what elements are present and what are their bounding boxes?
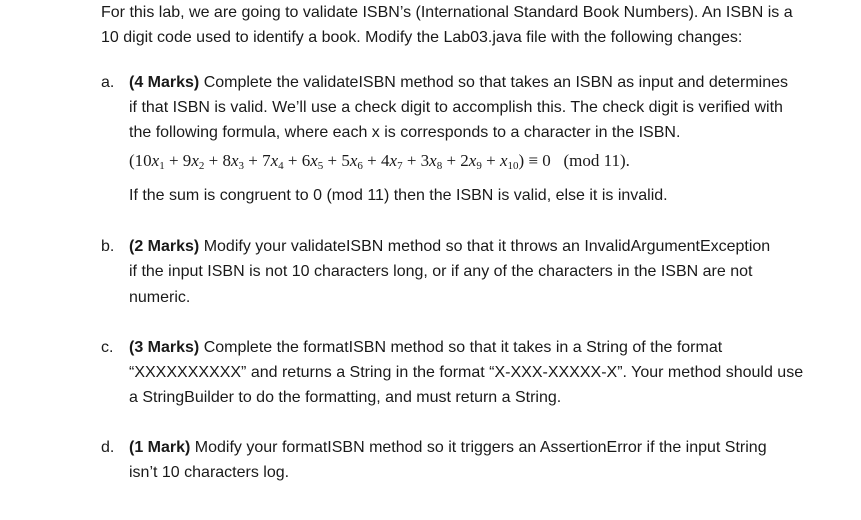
item-c-marks: (3 Marks) — [129, 339, 200, 356]
item-a-line-2: if that ISBN is valid. We’ll use a check digit to accomplish this. The check digit is verified with — [129, 99, 783, 116]
item-c-marker: c. — [101, 339, 114, 356]
item-a-marker: a. — [101, 74, 115, 91]
item-d-line-2: isn’t 10 characters log. — [129, 464, 290, 481]
item-d-marker: d. — [101, 439, 115, 456]
item-b-marks: (2 Marks) — [129, 238, 200, 255]
item-d-line-1 — [129, 438, 767, 458]
item-c-line-3: a StringBuilder to do the formatting, and must return a String. — [129, 389, 562, 406]
item-b-line-2: if the input ISBN is not 10 characters long, or if any of the characters in the ISBN are not — [129, 263, 753, 280]
item-a-text-1: Complete the validateISBN method so that takes an ISBN as input and determines — [199, 74, 789, 91]
intro-line-2: 10 digit code used to identify a book. Modify the Lab03.java file with the following changes: — [101, 29, 743, 46]
item-c-text-1: Complete the formatISBN method so that it takes in a String of the format — [199, 339, 723, 356]
item-a-line-3: the following formula, where each x is corresponds to a character in the ISBN. — [129, 124, 681, 141]
item-a-line-1 — [129, 73, 788, 93]
item-b-marker: b. — [101, 238, 115, 255]
item-c-line-1 — [129, 338, 722, 358]
item-b-line-3: numeric. — [129, 289, 191, 306]
item-b-text-1: Modify your validateISBN method so that it throws an InvalidArgumentException — [199, 238, 771, 255]
item-c-line-2: “XXXXXXXXXX” and returns a String in the format “X-XXX-XXXXX-X”. Your method should use — [129, 364, 804, 381]
item-b-line-1 — [129, 237, 770, 257]
check-digit-formula: $(10x_1 + 9x_2 + 8x_3 + 7x_4 + 6x_5 + 5x_6 + 4x_7 + 3x_8 + 2x_9 + x_{10}) \equiv 0$ (mod 11). — [129, 151, 630, 172]
item-d-text-1: Modify your formatISBN method so it triggers an AssertionError if the input String — [190, 439, 767, 456]
item-a-marks: (4 Marks) — [129, 74, 200, 91]
item-d-marks: (1 Mark) — [129, 439, 191, 456]
intro-line-1: For this lab, we are going to validate ISBN’s (International Standard Book Numbers). An ISBN is a — [101, 4, 793, 21]
item-a-after: If the sum is congruent to 0 (mod 11) then the ISBN is valid, else it is invalid. — [129, 187, 668, 204]
